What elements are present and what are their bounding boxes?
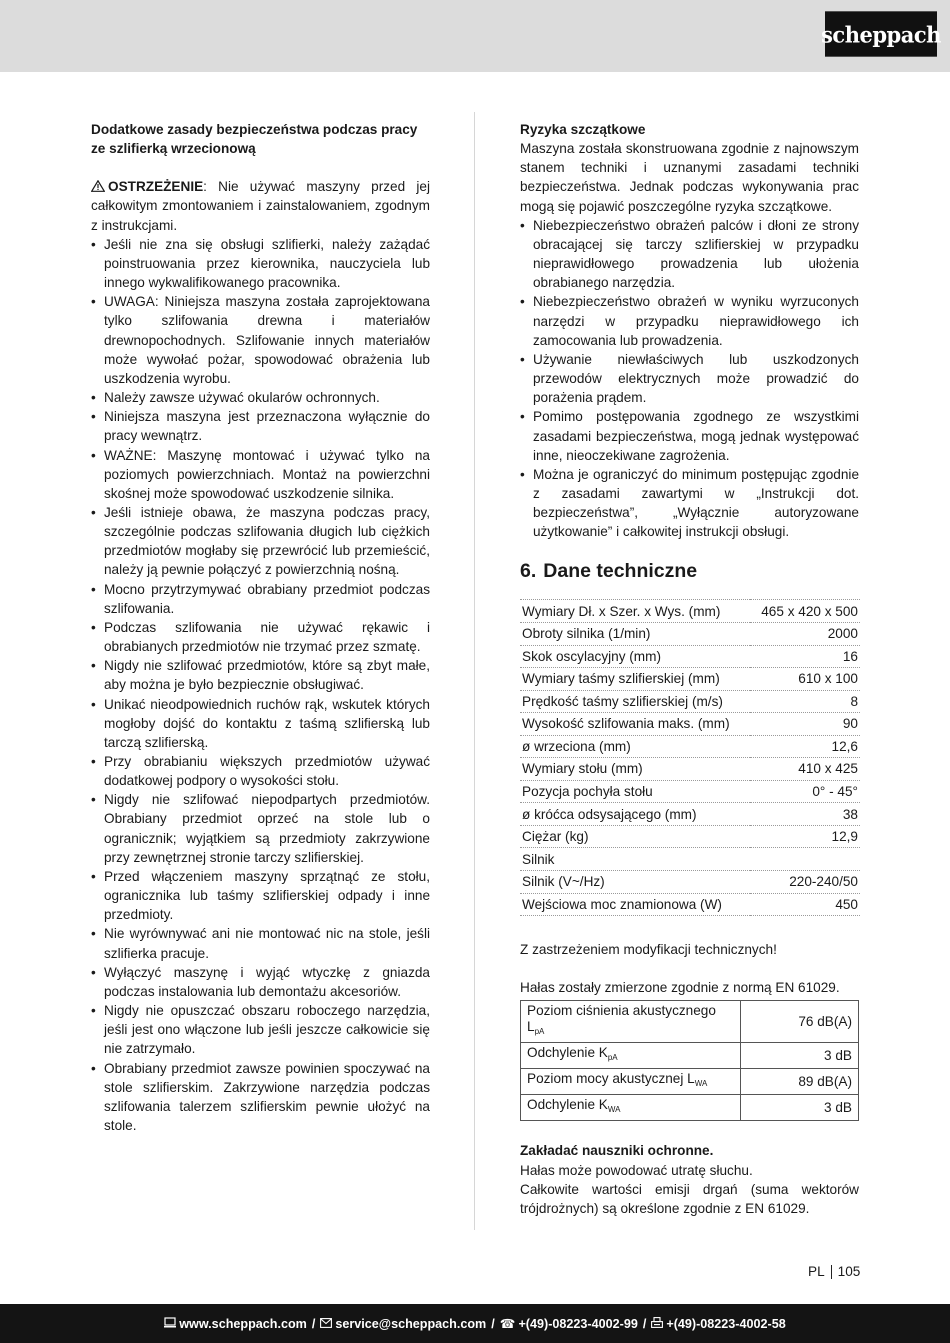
section-number: 6. [520,560,537,583]
table-row [520,803,860,826]
residual-risks-intro: Maszyna została skonstruowana zgodnie z najnowszym stanem techniki i uznanymi zasadami techniki bezpieczeństwa. Jednak podczas wykonywania prac mogą się pojawić poszczególne ryzyka szczątkowe. [520,141,859,214]
safety-list [91,235,430,1135]
list-item: • Jeśli nie zna się obsługi szlifierki, należy zażądać poinstruowania przez kierownika, nauczyciela lub innego wykwalifikowanego pracownika. [91,235,430,292]
technical-changes-note: Z zastrzeżeniem modyfikacji technicznych! [520,942,777,958]
table-cell-label: Wymiary Dł. x Szer. x Wys. (mm) [520,600,750,623]
vibration-line: Całkowite wartości emisji drgań (suma wektorów trójdrożnych) są określone zgodnie z EN 61029. [520,1181,859,1216]
table-row [520,645,860,668]
table-cell-label: Ciężar (kg) [520,825,750,848]
noise-table [520,1000,859,1121]
separator: / [491,1316,495,1331]
list-item: • WAŻNE: Maszynę montować i używać tylko na poziomych powierzchniach. Montaż na powierzchni skośnej może spowodować uszkodzenie silnika. [91,446,430,503]
noise-label: Poziom ciśnienia akustycznego L [527,1003,716,1035]
table-cell-value: 220-240/50 [750,871,860,894]
footer-bar [0,1304,950,1343]
table-row [520,600,860,623]
table-row [520,758,860,781]
table-row [521,1095,859,1121]
safety-heading: Dodatkowe zasady bezpieczeństwa podczas pracy ze szlifierką wrzecionową [91,122,418,157]
table-cell-label: ø wrzeciona (mm) [520,735,750,758]
table-cell-label [521,1069,741,1095]
table-cell-value: 465 x 420 x 500 [750,600,860,623]
table-cell-value: 0° - 45° [750,780,860,803]
table-row [520,735,860,758]
table-cell-value: 8 [750,690,860,713]
table-cell-label: Wymiary taśmy szlifierskiej (mm) [520,668,750,691]
list-item: • Pomimo postępowania zgodnego ze wszystkimi zasadami bezpieczeństwa, mogą jednak występować inne, nieoczekiwane zagrożenia. [520,407,859,464]
warning-text: : Nie używać maszyny przed jej całkowitym zmontowaniem i zainstalowaniem, zgodnym z instrukcjami. [91,179,430,233]
column-divider [474,112,475,1230]
list-item: • Niniejsza maszyna jest przeznaczona wyłącznie do pracy wewnątrz. [91,407,430,445]
list-item: • Obrabiany przedmiot zawsze powinien spoczywać na stole szlifierskim. Zakrzywione narzędzia podczas szlifowania talerzem szlifierskim pewnie ułożyć na stole. [91,1059,430,1136]
list-item: • Niebezpieczeństwo obrażeń palców i dłoni ze strony obracającej się tarczy szlifierskiej w przypadku nieprawidłowego prowadzenia lub ułożenia obrabianego narzędzia. [520,216,859,293]
residual-risks-heading: Ryzyka szczątkowe [520,122,646,137]
table-cell-label: Skok oscylacyjny (mm) [520,645,750,668]
table-cell-value: 410 x 425 [750,758,860,781]
noise-label: Odchylenie K [527,1045,608,1061]
header-bar [0,0,950,72]
noise-subscript: pA [534,1027,545,1037]
list-item: • Podczas szlifowania nie używać rękawic i obrabianych przedmiotów nie trzymać przez szmatę. [91,618,430,656]
table-cell-value: 76 dB(A) [741,1001,859,1043]
table-row [520,871,860,894]
fax-icon [651,1317,663,1331]
table-row [521,1001,859,1043]
table-cell-value: 450 [750,893,860,916]
noise-label: Poziom mocy akustycznej L [527,1071,695,1087]
warning-paragraph [91,177,430,234]
table-cell-label: Wejściowa moc znamionowa (W) [520,893,750,916]
language-code: PL [808,1264,825,1279]
separator: / [311,1316,316,1331]
right-column [520,120,859,1218]
table-row [520,668,860,691]
table-cell-value: 12,6 [750,735,860,758]
table-cell-value: 38 [750,803,860,826]
table-cell-label [521,1001,741,1043]
page-number-value: 105 [837,1264,861,1279]
table-cell-label: Silnik [520,848,750,871]
residual-risks-list [520,216,859,542]
table-cell-label: ø króćca odsysającego (mm) [520,803,750,826]
list-item: • Należy zawsze używać okularów ochronnych. [91,388,430,407]
list-item: • UWAGA: Niniejsza maszyna została zaprojektowana tylko szlifowania drewna i materiałów drewnopochodnych. Szlifowanie innych materiałów może wywołać pożar, spowodować obrażenia lub uszkodzenia wyrobu. [91,292,430,388]
noise-subscript: pA [607,1053,618,1063]
table-cell-value: 89 dB(A) [741,1069,859,1095]
fax-number: +(49)-08223-4002-58 [666,1316,786,1331]
computer-icon [164,1317,176,1331]
table-cell-value: 2000 [750,622,860,645]
table-row [521,1069,859,1095]
table-cell-value: 16 [750,645,860,668]
section-title-text: Dane techniczne [543,560,698,583]
table-row [520,622,860,645]
list-item: • Wyłączyć maszynę i wyjąć wtyczkę z gniazda podczas instalowania lub demontażu akcesoriów. [91,963,430,1001]
list-item: • Używanie niewłaściwych lub uszkodzonych przewodów elektrycznych może prowadzić do porażenia prądem. [520,350,859,407]
list-item: • Niebezpieczeństwo obrażeń w wyniku wyrzuconych narzędzi w przypadku nieprawidłowego ich zamocowania lub prowadzenia. [520,292,859,349]
noise-subscript: WA [694,1079,708,1089]
table-row [520,848,860,871]
table-cell-label: Prędkość taśmy szlifierskiej (m/s) [520,690,750,713]
table-cell-value: 12,9 [750,825,860,848]
ear-protection-line: Hałas może powodować utratę słuchu. [520,1162,753,1178]
list-item: • Nie wyrównywać ani nie montować nic na stole, jeśli szlifierka pracuje. [91,924,430,962]
table-cell-label: Pozycja pochyła stołu [520,780,750,803]
list-item: • Nigdy nie szlifować niepodpartych przedmiotów. Obrabiany przedmiot oprzeć na stole lub o ogranicznik; wyjątkiem są przedmioty zakrzywione przy zewnętrznej stronie tarczy szlifierskiej. [91,790,430,867]
table-cell-value: 3 dB [741,1043,859,1069]
tech-data-table [520,599,860,916]
table-cell-value: 3 dB [741,1095,859,1121]
separator: / [642,1316,647,1331]
list-item: • Przed włączeniem maszyny sprzątnąć ze stołu, ogranicznika lub taśmy szlifierskiej odpady i inne przedmioty. [91,867,430,924]
table-row [520,690,860,713]
warning-label: OSTRZEŻENIE [108,179,204,195]
table-cell-value: 90 [750,713,860,736]
table-row [520,713,860,736]
website-link[interactable]: www.scheppach.com [179,1316,307,1331]
email-icon [320,1317,332,1331]
table-cell-label [521,1095,741,1121]
table-cell-label [521,1043,741,1069]
table-row [521,1043,859,1069]
list-item: • Mocno przytrzymywać obrabiany przedmiot podczas szlifowania. [91,580,430,618]
phone-number[interactable]: +(49)-08223-4002-99 [518,1316,638,1331]
table-cell-value: 610 x 100 [750,668,860,691]
left-column [91,120,430,1135]
email-link[interactable]: service@scheppach.com [335,1316,487,1331]
table-cell-label: Wymiary stołu (mm) [520,758,750,781]
noise-label: Odchylenie K [527,1097,608,1113]
table-cell-value [750,848,860,871]
section-title [520,559,859,583]
page-separator [831,1265,832,1279]
table-row [520,893,860,916]
list-item: • Nigdy nie opuszczać obszaru roboczego narzędzia, jeśli jest ono włączone lub jeśli jeszcze całkowicie się nie zatrzymało. [91,1001,430,1058]
warning-triangle-icon [91,180,105,192]
ear-protection-heading: Zakładać nauszniki ochronne. [520,1143,714,1159]
table-cell-label: Obroty silnika (1/min) [520,622,750,645]
table-row [520,825,860,848]
noise-intro: Hałas zostały zmierzone zgodnie z normą EN 61029. [520,980,840,996]
phone-icon: ☎ [499,1317,516,1331]
brand-logo: scheppach [825,11,937,56]
list-item: • Unikać nieodpowiednich ruchów rąk, wskutek których mogłoby dojść do kontaktu z taśmą szlifierską lub tarczą szlifierską. [91,695,430,752]
table-row [520,780,860,803]
list-item: • Nigdy nie szlifować przedmiotów, które są zbyt małe, aby można je było bezpiecznie obsługiwać. [91,656,430,694]
list-item: • Można je ograniczyć do minimum postępując zgodnie z zasadami zawartymi w „Instrukcji dot. bezpieczeństwa”, „Wyłącznie autoryzowane użytkowanie” i całkowitej instrukcji obsługi. [520,465,859,542]
page-number [808,1264,860,1279]
list-item: • Przy obrabianiu większych przedmiotów używać dodatkowej podpory o wysokości stołu. [91,752,430,790]
table-cell-label: Wysokość szlifowania maks. (mm) [520,713,750,736]
list-item: • Jeśli istnieje obawa, że maszyna podczas pracy, szczególnie podczas szlifowania długich lub ciężkich przedmiotów mogłaby się przewrócić lub przemieścić, należy ją pewnie połączyć z powierzchnią nośną. [91,503,430,580]
table-cell-label: Silnik (V~/Hz) [520,871,750,894]
noise-subscript: WA [607,1105,621,1115]
